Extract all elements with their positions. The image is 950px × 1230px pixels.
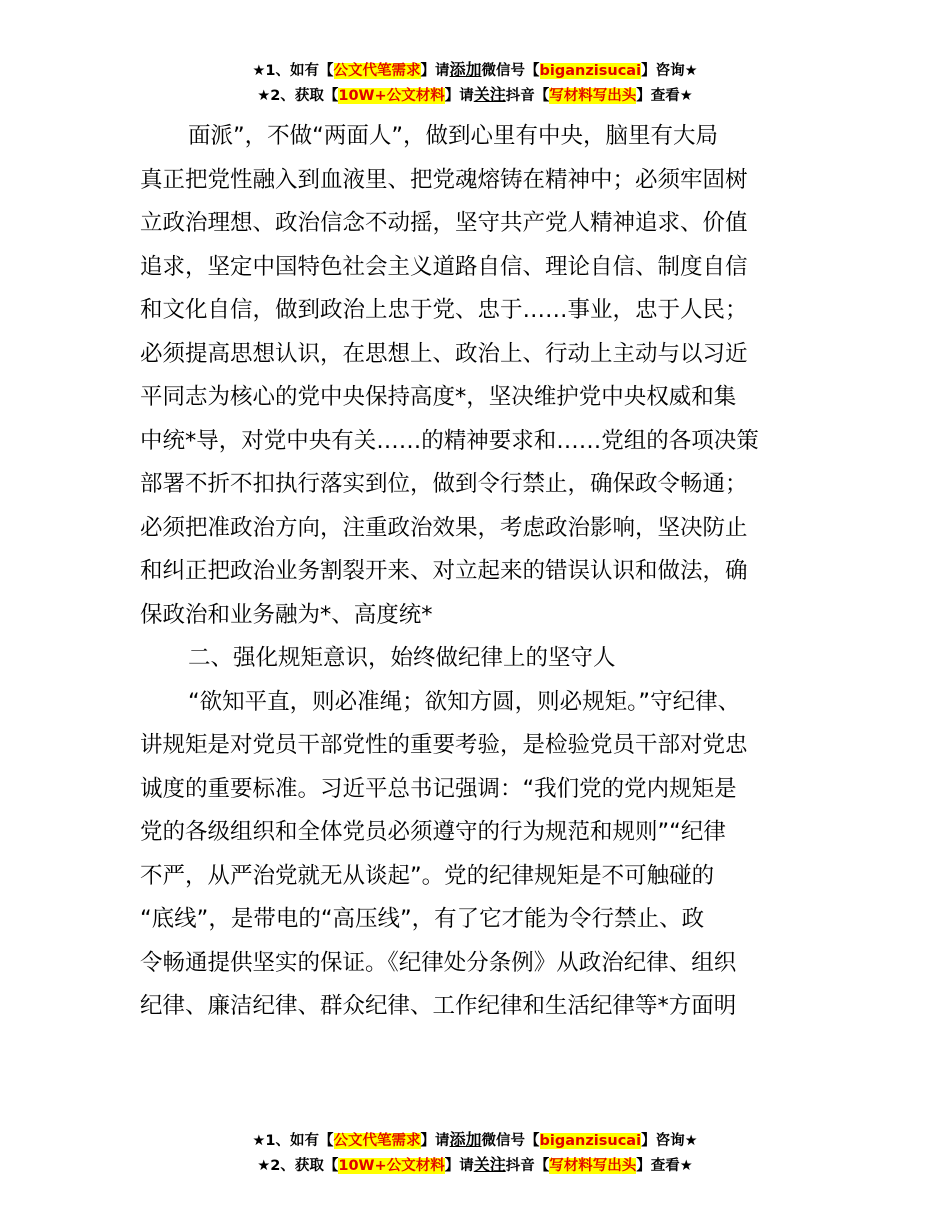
banner-line-2 xyxy=(0,1153,950,1178)
banner-text: 】请 xyxy=(420,63,450,79)
douyin-id: 写材料写出头 xyxy=(549,1158,637,1174)
text-line: 必须提高思想认识，在思想上、政治上、行动上主动与以习近 xyxy=(140,340,748,367)
banner-text: 】咨询★ xyxy=(641,1133,698,1149)
text-line: 必须把准政治方向，注重政治效果，考虑政治影响，坚决防止 xyxy=(140,514,748,541)
text-line: 追求，坚定中国特色社会主义道路自信、理论自信、制度自信 xyxy=(140,253,748,280)
banner-text: ★2、获取【 xyxy=(257,1158,339,1174)
wechat-id: biganzisucai xyxy=(539,1133,642,1149)
text-line: 讲规矩是对党员干部党性的重要考验，是检验党员干部对党忠 xyxy=(140,732,748,758)
text-line: “欲知平直，则必准绳；欲知方圆，则必规矩。”守纪律、 xyxy=(188,688,741,715)
document-body xyxy=(140,115,820,1029)
header-banner xyxy=(0,58,950,108)
text-line: 和文化自信，做到政治上忠于党、忠于……事业，忠于人民； xyxy=(140,297,748,323)
highlight-text: 公文代笔需求 xyxy=(333,63,421,79)
banner-text: 】查看★ xyxy=(636,88,693,104)
text-line: 部署不折不扣执行落实到位，做到令行禁止，确保政令畅通； xyxy=(140,471,748,497)
section-heading: 二、强化规矩意识，始终做纪律上的坚守人 xyxy=(188,645,616,671)
highlight-text: 10W+公文材料 xyxy=(338,88,445,104)
banner-text: 】请 xyxy=(444,1158,474,1174)
footer-banner xyxy=(0,1128,950,1178)
text-line: 诚度的重要标准。习近平总书记强调：“我们党的党内规矩是 xyxy=(140,775,737,802)
banner-text: 抖音【 xyxy=(505,88,550,104)
banner-text: 】查看★ xyxy=(636,1158,693,1174)
banner-line-2 xyxy=(0,83,950,108)
banner-text: 抖音【 xyxy=(505,1158,550,1174)
text-line: 保政治和业务融为*、高度统* xyxy=(140,601,433,628)
banner-line-1 xyxy=(0,1128,950,1153)
emphasis-text: 关注 xyxy=(473,1155,506,1174)
banner-text: 】请 xyxy=(420,1133,450,1149)
banner-text: ★1、如有【 xyxy=(252,63,334,79)
highlight-text: 10W+公文材料 xyxy=(338,1158,445,1174)
highlight-text: 公文代笔需求 xyxy=(333,1133,421,1149)
text-line: 和纠正把政治业务割裂开来、对立起来的错误认识和做法，确 xyxy=(140,558,748,584)
banner-text: 】请 xyxy=(444,88,474,104)
banner-text: ★2、获取【 xyxy=(257,88,339,104)
douyin-id: 写材料写出头 xyxy=(549,88,637,104)
banner-text: 微信号【 xyxy=(481,63,540,79)
text-line: 中统*导，对党中央有关……的精神要求和……党组的各项决策 xyxy=(140,427,759,454)
wechat-id: biganzisucai xyxy=(539,63,642,79)
banner-text: 】咨询★ xyxy=(641,63,698,79)
text-line: 真正把党性融入到血液里、把党魂熔铸在精神中；必须牢固树 xyxy=(140,166,748,193)
emphasis-text: 添加 xyxy=(449,60,482,79)
text-line: 党的各级组织和全体党员必须遵守的行为规范和规则”“纪律 xyxy=(140,819,726,845)
banner-text: 微信号【 xyxy=(481,1133,540,1149)
text-line: 不严，从严治党就无从谈起”。党的纪律规矩是不可触碰的 xyxy=(140,862,715,889)
emphasis-text: 添加 xyxy=(449,1130,482,1149)
banner-text: ★1、如有【 xyxy=(252,1133,334,1149)
text-line: 纪律、廉洁纪律、群众纪律、工作纪律和生活纪律等*方面明 xyxy=(140,993,737,1019)
text-line: 平同志为核心的党中央保持高度*，坚决维护党中央权威和集 xyxy=(140,384,737,410)
text-line: 面派”，不做“两面人”，做到心里有中央，脑里有大局 xyxy=(188,123,718,149)
text-line: “底线”，是带电的“高压线”，有了它才能为令行禁止、政 xyxy=(140,906,705,932)
text-line: 令畅通提供坚实的保证。《纪律处分条例》从政治纪律、组织 xyxy=(140,949,737,976)
emphasis-text: 关注 xyxy=(473,85,506,104)
banner-line-1 xyxy=(0,58,950,83)
text-line: 立政治理想、政治信念不动摇，坚守共产党人精神追求、价值 xyxy=(140,210,748,236)
